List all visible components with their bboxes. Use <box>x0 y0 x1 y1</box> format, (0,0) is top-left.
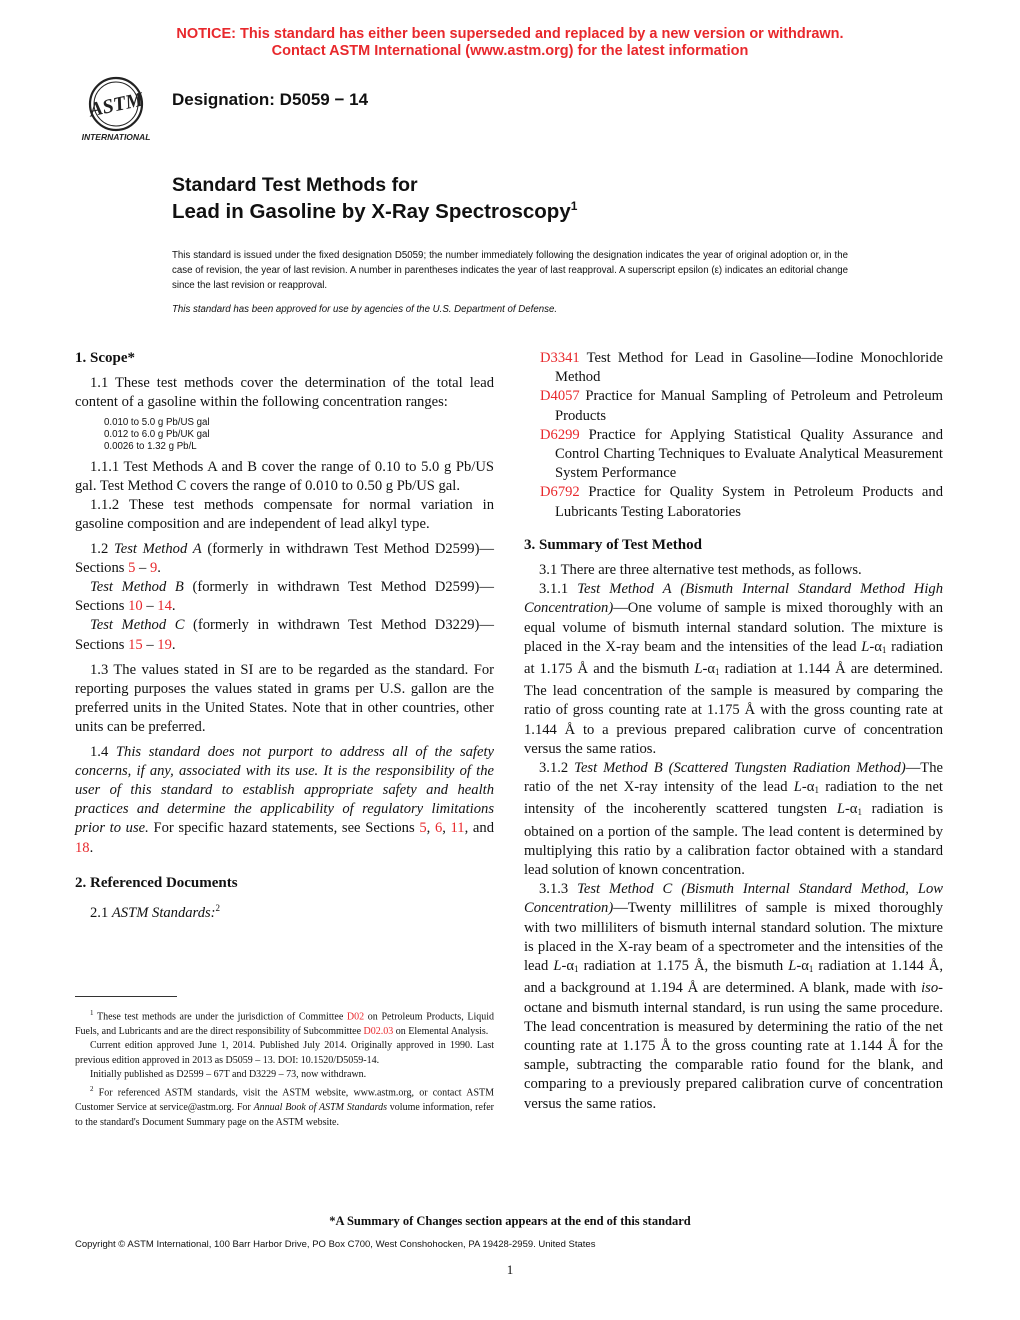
section-link[interactable]: 15 <box>128 636 143 653</box>
para-1-4: 1.4 This standard does not purport to address all of the safety concerns, if any, associated with its use. It is the responsibility of the user of this standard to establish appropriate safety and health practices and determine the applicability of regulatory limitations prior to use. For specific hazard statements, see Sections 5, 6, 11, and 18. <box>75 743 494 856</box>
para-1-2: 1.2 Test Method A (formerly in withdrawn Test Method D2599)—Sections 5 – 9. <box>75 540 495 576</box>
method-b-name: Test Method B <box>90 579 184 596</box>
page-number: 1 <box>506 1262 514 1277</box>
section-link[interactable]: 11 <box>450 820 465 837</box>
ref-item-d3341: D3341 Test Method for Lead in Gasoline—Iodine Monochloride Method <box>540 350 943 386</box>
method-c-name: Test Method C <box>90 617 185 634</box>
designation: Designation: D5059 − 14 <box>172 90 369 109</box>
copyright: Copyright © ASTM International, 100 Barr Harbor Drive, PO Box C700, West Conshohocken, PA 19428-2959. United States <box>75 1239 596 1250</box>
right-column <box>524 349 943 1114</box>
approved-notice: This standard has been approved for use by agencies of the U.S. Department of Defense. <box>172 304 558 315</box>
left-column <box>75 349 494 923</box>
conc-range: 0.010 to 5.0 g Pb/US gal <box>104 416 210 428</box>
title-line-1: Standard Test Methods for <box>172 174 418 196</box>
notice-line-2: Contact ASTM International (www.astm.org) for the latest information <box>271 43 749 59</box>
footnote-rule <box>75 996 177 997</box>
title-line-2 <box>172 199 577 224</box>
ref-item-d4057: D4057 Practice for Manual Sampling of Petroleum and Petroleum Products <box>540 388 943 424</box>
para-1-1: 1.1 These test methods cover the determination of the total lead content of a gasoline within the following concentration ranges: <box>75 375 494 411</box>
para-1-1-2: 1.1.2 These test methods compensate for normal variation in gasoline composition and are independent of lead alkyl type. <box>75 497 494 533</box>
subcommittee-link[interactable]: D02.03 <box>363 1025 394 1037</box>
footnote-1: $^1$ These test methods are under the jurisdiction of Committee D02 on Petroleum Products, Liquid Fuels, and Lubricants and are the direct responsibility of Subcommittee D02.03 on Elemental Analysis. <box>75 1009 494 1037</box>
logo-sub-text: INTERNATIONAL <box>81 132 151 142</box>
summary-of-changes-note: *A Summary of Changes section appears at the end of this standard <box>329 1214 691 1228</box>
title-footnote-mark: 1 <box>570 199 578 213</box>
refdocs-heading: 2. Referenced Documents <box>75 874 238 891</box>
notice-line-1: NOTICE: This standard has either been superseded and replaced by a new version or withdrawn. <box>176 26 844 42</box>
section-link[interactable]: 6 <box>434 820 443 837</box>
ref-link[interactable]: D4057 <box>540 388 580 405</box>
section-link[interactable]: 5 <box>419 820 427 837</box>
ref-link[interactable]: D6792 <box>540 484 580 501</box>
ref-item-d6299: D6299 Practice for Applying Statistical Quality Assurance and Control Charting Techniques to Evaluate Analytical Measurement System Performance <box>540 426 943 482</box>
title-text: Lead in Gasoline by X-Ray Spectroscopy <box>172 199 571 223</box>
scope-heading: 1. Scope* <box>75 350 135 366</box>
conc-range: 0.0026 to 1.32 g Pb/L <box>104 441 197 453</box>
para-3-1: 3.1 There are three alternative test methods, as follows. <box>539 562 862 579</box>
section-link[interactable]: 14 <box>157 598 172 615</box>
section-link[interactable]: 19 <box>157 636 172 653</box>
issued-notice: This standard is issued under the fixed designation D5059; the number immediately following the designation indicates the year of original adoption or, in the case of revision, the year of last revision. A number in parentheses indicates the year of last reapproval. A superscript epsilon (ε) indicates an editorial change since the last revision or reapproval. <box>172 250 848 291</box>
logo-text: ASTM <box>87 88 146 122</box>
para-1-1-1: 1.1.1 Test Methods A and B cover the range of 0.10 to 5.0 g Pb/US gal. Test Method C covers the range of 0.010 to 0.50 g Pb/US gal. <box>75 458 494 495</box>
ref-link[interactable]: D3341 <box>540 350 580 366</box>
ref-link[interactable]: D6299 <box>540 426 580 443</box>
footnote-current-edition: Current edition approved June 1, 2014. Published July 2014. Originally approved in 1990. Last previous edition approved in 2013 as D5059 – 13. DOI: 10.1520/D5059-14. <box>75 1040 494 1066</box>
method-a-name: Test Method A <box>113 540 202 557</box>
para-method-b: Test Method B (formerly in withdrawn Test Method D2599)—Sections 10 – 14. <box>75 579 495 615</box>
para-3-1-1: 3.1.1 Test Method A (Bismuth Internal Standard Method High Concentration)—One volume of sample is mixed thoroughly with an equal volume of bismuth internal standard solution. The mixture is placed in the X-ray beam and the intensities of the lead $L-\alpha_1$ radiation at 1.175 Å and the bismuth $L-\alpha_1$ radiation at 1.144 Å are determined. The lead concentration of the sample is measured by comparing the ratio of gross counting rate at 1.175 Å with the gross counting rate at 1.144 Å to a previous prepared calibration curve of concentration versus the same ratios. <box>524 581 943 757</box>
summary-heading: 3. Summary of Test Method <box>524 536 702 553</box>
astm-logo-mark <box>76 74 160 146</box>
section-link[interactable]: 9 <box>150 559 158 576</box>
section-link[interactable]: 10 <box>128 598 143 615</box>
committee-link[interactable]: D02 <box>346 1011 365 1023</box>
section-link[interactable]: 18 <box>75 839 90 856</box>
para-method-c: Test Method C (formerly in withdrawn Test Method D3229)—Sections 15 – 19. <box>75 617 494 653</box>
ref-item-d6792: D6792 Practice for Quality System in Petroleum Products and Lubricants Testing Laboratories <box>540 484 943 520</box>
section-link[interactable]: 5 <box>128 559 136 576</box>
para-2-1: 2.1 ASTM Standards:$^2$ <box>90 903 221 921</box>
astm-logo <box>76 74 160 146</box>
footnotes <box>75 1006 494 1130</box>
footnote-2: $^2$ For referenced ASTM standards, visit the ASTM website, www.astm.org, or contact ASTM Customer Service at service@astm.org. For Annual Book of ASTM Standards volume information, refer to the standard's Document Summary page on the ASTM website. <box>75 1085 494 1128</box>
para-3-1-2: 3.1.2 Test Method B (Scattered Tungsten Radiation Method)—The ratio of the net X-ray intensity of the lead $L-\alpha_1$ radiation to the net intensity of the incoherently scattered tungsten $L-\alpha_1$ radiation is obtained on a portion of the sample. The lead content is determined by multiplying this ratio by a calibration factor obtained with a standard lead solution of known concentration. <box>524 760 943 879</box>
para-1-3: 1.3 The values stated in SI are to be regarded as the standard. For reporting purposes the values stated in grams per U.S. gallon are the preferred units in the United States. Note that in other countries, other units can be preferred. <box>75 661 494 736</box>
footnote-initially: Initially published as D2599 – 67T and D3229 – 73, now withdrawn. <box>90 1068 367 1080</box>
para-3-1-3: 3.1.3 Test Method C (Bismuth Internal Standard Method, Low Concentration)—Twenty millilitres of sample is mixed thoroughly with two milliliters of bismuth internal standard solution. The mixture is placed in the X-ray beam of a spectrometer and the intensities of the lead $L-\alpha_1$ radiation at 1.175 Å, the bismuth $L-\alpha_1$ radiation at 1.144 Å, and a background at 1.194 Å are determined. A blank, made with iso-octane and bismuth internal standard, is run using the same procedure. The lead concentration is measured by determining the ratio of the net counting rate at 1.175 Å to the gross counting rate at 1.144 Å for the sample, subtracting the comparable ratio found for the blank, and comparing to a previously prepared calibration curve of concentration versus the same ratios. <box>524 881 943 1112</box>
conc-range: 0.012 to 6.0 g Pb/UK gal <box>104 429 210 441</box>
concentration-ranges <box>75 417 494 454</box>
